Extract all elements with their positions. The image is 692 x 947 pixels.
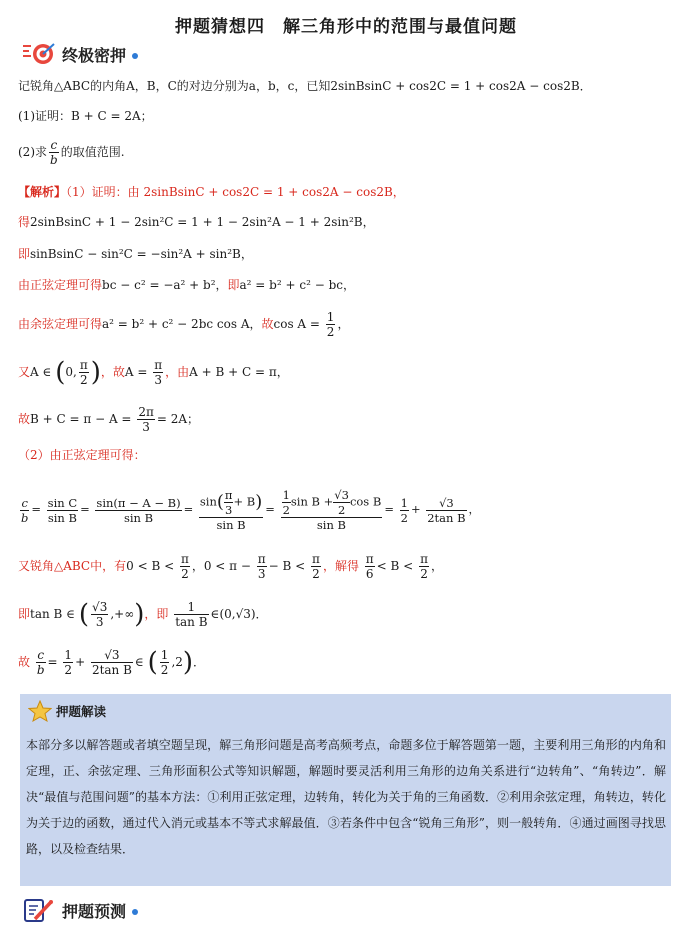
problem-part1: (1)证明：B + C = 2A； xyxy=(18,109,153,123)
solution-line-3: 即sinBsinC − sin²C = −sin²A + sin²B， xyxy=(18,247,253,261)
bullet-dot xyxy=(132,909,138,915)
target-icon xyxy=(22,41,56,67)
page-title: 押题猜想四 解三角形中的范围与最值问题 xyxy=(175,17,517,37)
section-header-analysis: 押题解读 xyxy=(28,700,106,722)
section-header-forecast xyxy=(22,896,138,924)
solution-line-8: $\frac{c}{b}$ = $\frac{\text{sin C}}{\text{sin B}}$ = $\frac{\sin(\pi - A - B)}{\text{sin B}}$ = sin( $\frac{\pi}{3}$ + B) sin B = $\frac{1}{2}$ sin B + $\frac{√3}{2}$ cos B sin B = $\frac{1}{2}$ + $\frac{√3}{\text{2tan B}}$ ， xyxy=(21,488,481,532)
analysis-box xyxy=(20,694,671,886)
solution-line-11: 故 $\frac{c}{b}$ = $\frac{1}{2}$ + $\frac{√3}{\text{2tan B}}$ ∈ ( $\frac{1}{2}$ ,2)． xyxy=(18,647,206,678)
problem-part2: (2)求 $\frac{c}{b}$ 的取值范围. xyxy=(18,138,125,167)
bullet-dot xyxy=(132,53,138,59)
solution-line-10: 即tan B ∈ ( $\frac{√3}{3}$ ,+∞)，即 $\frac{1}{\text{tan B}}$ ∈(0,√3)． xyxy=(18,599,268,630)
solution-line-6: 又A ∈ (0, $\frac{\pi}{2}$ )，故A = $\frac{\pi}{3}$ ，由A + B + C = π， xyxy=(18,357,289,388)
section-header-ultimate xyxy=(22,40,138,68)
solution-line-2: 得2sinBsinC + 1 − 2sin²C = 1 + 1 − 2sin²A − 1 + 2sin²B， xyxy=(18,215,375,229)
solution-intro: 【解析】（1）证明：由 2sinBsinC + cos2C = 1 + cos2A − cos2B， xyxy=(18,185,405,199)
star-icon xyxy=(28,700,52,722)
solution-line-4: 由正弦定理可得bc − c² = −a² + b²，即a² = b² + c² − bc， xyxy=(18,278,355,292)
pen-notebook-icon xyxy=(22,897,56,923)
section-label: 终极密押 xyxy=(62,45,127,65)
problem-stem: 记锐角△ABC的内角A，B，C的对边分别为a，b，c，已知2sinBsinC + cos2C = 1 + cos2A − cos2B． xyxy=(18,79,592,93)
analysis-text: 本部分多以解答题或者填空题呈现，解三角形问题是高考高频考点，命题多位于解答题第一题，主要利用三角形的内角和定理，正、余弦定理、三角形面积公式等知识解题，解题时要灵活利用三角形的边角关系进行“边转角”、“角转边”．解决“最值与范围问题”的基本方法：①利用正弦定理，边转角，转化为关于角的三角函数．②利用余弦定理，角转边，转化为关于边的函数，通过代入消元或基本不等式求解最值．③若条件中包含“锐角三角形”，则一般转角．④通过画图寻找思路，以及检查结果． xyxy=(26,738,666,856)
solution-line-9: 又锐角△ABC中，有0 < B < $\frac{\pi}{2}$ ，0 < π − $\frac{\pi}{3}$ − B < $\frac{\pi}{2}$ ，解得 $\frac{\pi}{6}$ < B < $\frac{\pi}{2}$ ， xyxy=(18,552,443,581)
section-label: 押题预测 xyxy=(62,901,127,921)
solution-line-7: 故B + C = π − A = $\frac{2\pi}{3}$ = 2A； xyxy=(18,405,200,434)
solution-line-5: 由余弦定理可得a² = b² + c² − 2bc cos A，故cos A = $\frac{1}{2}$ ， xyxy=(18,310,350,339)
solution-part2-intro: （2）由正弦定理可得： xyxy=(18,448,146,462)
